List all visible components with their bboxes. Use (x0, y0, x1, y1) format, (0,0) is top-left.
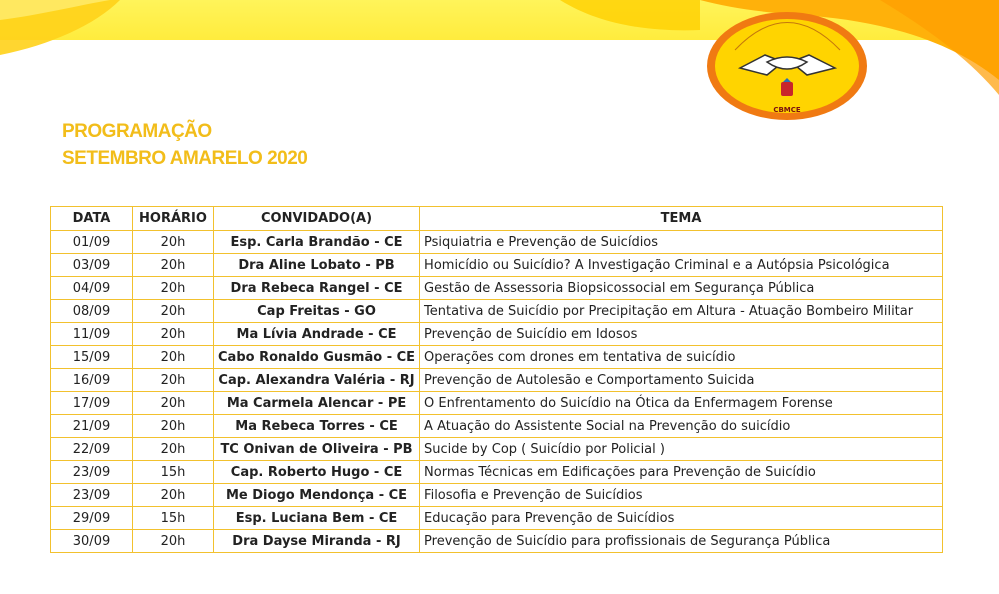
table-row (51, 323, 943, 346)
row-date: 17/09 (51, 392, 133, 415)
header-date: DATA (51, 207, 133, 231)
row-date: 16/09 (51, 369, 133, 392)
row-topic: Homicídio ou Suicídio? A Investigação Criminal e a Autópsia Psicológica (420, 254, 943, 277)
row-guest: Ma Carmela Alencar - PE (214, 392, 420, 415)
row-date: 08/09 (51, 300, 133, 323)
table-row (51, 461, 943, 484)
table-row (51, 392, 943, 415)
table-row (51, 300, 943, 323)
row-date: 23/09 (51, 484, 133, 507)
heading-line-2: SETEMBRO AMARELO 2020 (62, 148, 308, 169)
row-time: 20h (133, 300, 214, 323)
row-time: 15h (133, 507, 214, 530)
table-row (51, 484, 943, 507)
row-topic: Prevenção de Suicídio em Idosos (420, 323, 943, 346)
row-time: 20h (133, 415, 214, 438)
row-date: 01/09 (51, 231, 133, 254)
row-guest: Dra Aline Lobato - PB (214, 254, 420, 277)
row-guest: Dra Dayse Miranda - RJ (214, 530, 420, 553)
course-logo-badge (705, 0, 870, 124)
row-guest: Cap Freitas - GO (214, 300, 420, 323)
row-guest: Ma Lívia Andrade - CE (214, 323, 420, 346)
row-topic: Sucide by Cop ( Suicídio por Policial ) (420, 438, 943, 461)
row-date: 29/09 (51, 507, 133, 530)
table-row (51, 530, 943, 553)
schedule-table (50, 206, 943, 553)
row-guest: Cabo Ronaldo Gusmão - CE (214, 346, 420, 369)
row-time: 20h (133, 530, 214, 553)
row-date: 21/09 (51, 415, 133, 438)
row-topic: Normas Técnicas em Edificações para Prevenção de Suicídio (420, 461, 943, 484)
table-row (51, 277, 943, 300)
row-guest: TC Onivan de Oliveira - PB (214, 438, 420, 461)
row-time: 20h (133, 369, 214, 392)
heading-line-1: PROGRAMAÇÃO (62, 121, 212, 142)
row-date: 11/09 (51, 323, 133, 346)
table-row (51, 346, 943, 369)
table-row (51, 507, 943, 530)
schedule-body (51, 231, 943, 553)
table-row (51, 254, 943, 277)
table-header-row (51, 207, 943, 231)
row-topic: Prevenção de Suicídio para profissionais de Segurança Pública (420, 530, 943, 553)
row-topic: Educação para Prevenção de Suicídios (420, 507, 943, 530)
svg-text:CBMCE: CBMCE (773, 106, 801, 114)
table-row (51, 231, 943, 254)
row-time: 20h (133, 392, 214, 415)
row-guest: Ma Rebeca Torres - CE (214, 415, 420, 438)
row-time: 20h (133, 346, 214, 369)
row-date: 23/09 (51, 461, 133, 484)
table-row (51, 438, 943, 461)
row-topic: Filosofia e Prevenção de Suicídios (420, 484, 943, 507)
row-topic: Gestão de Assessoria Biopsicossocial em Segurança Pública (420, 277, 943, 300)
row-topic: Tentativa de Suicídio por Precipitação em Altura - Atuação Bombeiro Militar (420, 300, 943, 323)
row-guest: Cap. Alexandra Valéria - RJ (214, 369, 420, 392)
row-time: 20h (133, 323, 214, 346)
row-time: 20h (133, 438, 214, 461)
row-guest: Esp. Carla Brandão - CE (214, 231, 420, 254)
row-topic: Prevenção de Autolesão e Comportamento Suicida (420, 369, 943, 392)
row-topic: A Atuação do Assistente Social na Prevenção do suicídio (420, 415, 943, 438)
header-guest: CONVIDADO(A) (214, 207, 420, 231)
row-guest: Dra Rebeca Rangel - CE (214, 277, 420, 300)
row-topic: Psiquiatria e Prevenção de Suicídios (420, 231, 943, 254)
row-guest: Cap. Roberto Hugo - CE (214, 461, 420, 484)
row-date: 15/09 (51, 346, 133, 369)
header-topic: TEMA (420, 207, 943, 231)
table-row (51, 415, 943, 438)
row-topic: Operações com drones em tentativa de suicídio (420, 346, 943, 369)
program-heading (62, 118, 307, 172)
row-time: 20h (133, 254, 214, 277)
row-topic: O Enfrentamento do Suicídio na Ótica da Enfermagem Forense (420, 392, 943, 415)
row-date: 04/09 (51, 277, 133, 300)
row-time: 20h (133, 231, 214, 254)
row-time: 15h (133, 461, 214, 484)
row-date: 03/09 (51, 254, 133, 277)
header-time: HORÁRIO (133, 207, 214, 231)
row-guest: Esp. Luciana Bem - CE (214, 507, 420, 530)
row-time: 20h (133, 484, 214, 507)
table-row (51, 369, 943, 392)
row-date: 22/09 (51, 438, 133, 461)
row-date: 30/09 (51, 530, 133, 553)
row-time: 20h (133, 277, 214, 300)
row-guest: Me Diogo Mendonça - CE (214, 484, 420, 507)
